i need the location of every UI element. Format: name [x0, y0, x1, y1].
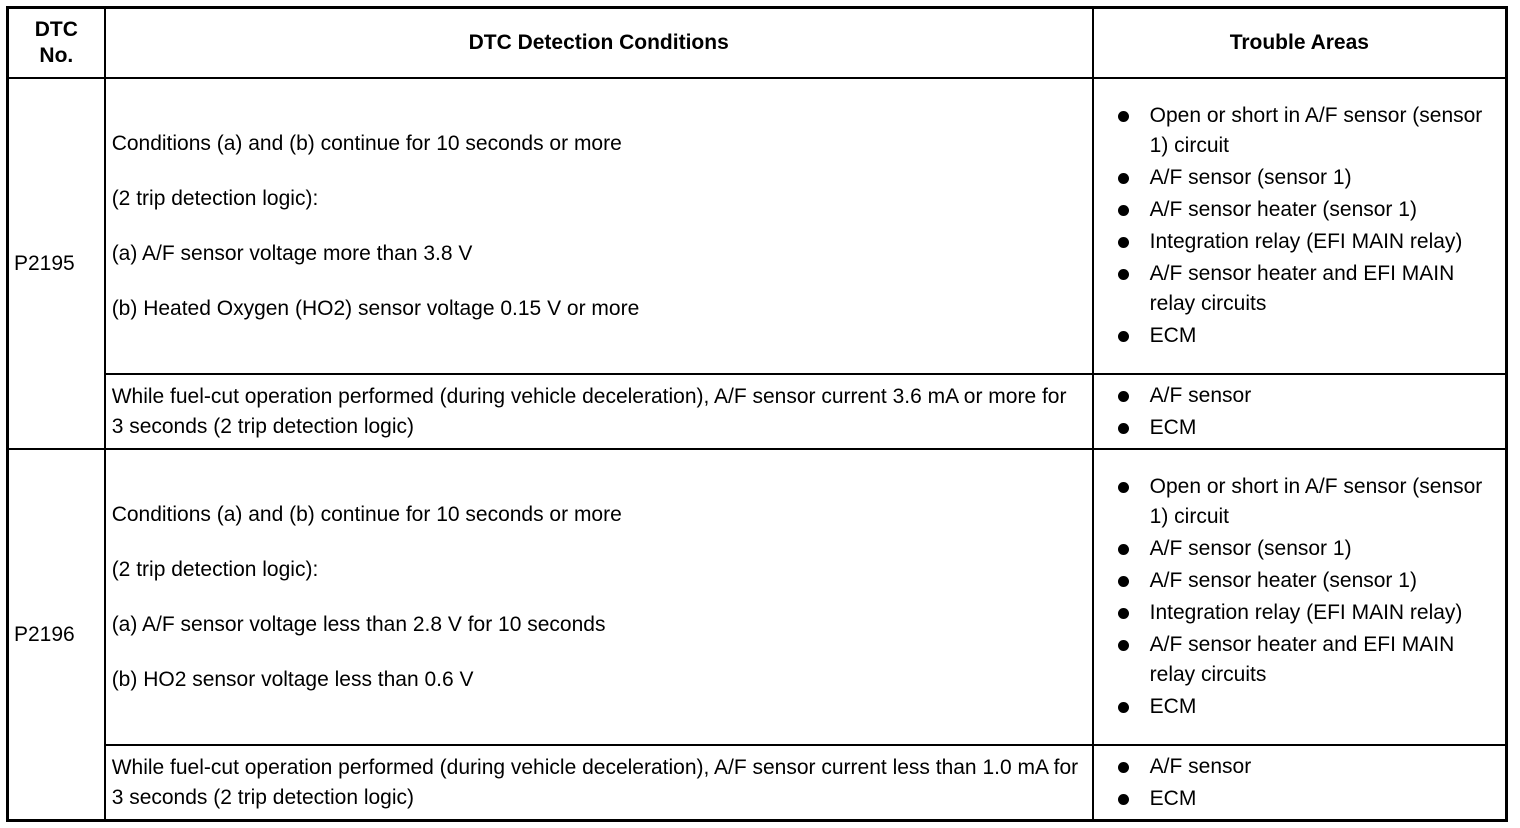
bullet-icon: [1118, 331, 1129, 342]
detection-conditions: [105, 78, 1093, 374]
condition-line: (2 trip detection logic):: [111, 187, 319, 211]
list-item: ECM: [1112, 321, 1499, 351]
list-item: A/F sensor (sensor 1): [1112, 534, 1499, 564]
list-item: A/F sensor (sensor 1): [1112, 163, 1499, 193]
bullet-icon: [1118, 544, 1129, 555]
table-row: [8, 745, 1507, 820]
header-trouble-areas: Trouble Areas: [1093, 8, 1507, 79]
bullet-icon: [1118, 794, 1129, 805]
table-header-row: [8, 8, 1507, 79]
list-item: Open or short in A/F sensor (sensor 1) circuit: [1112, 101, 1499, 161]
trouble-area-list: [1112, 101, 1499, 351]
trouble-areas: [1093, 374, 1507, 449]
list-item: Open or short in A/F sensor (sensor 1) circuit: [1112, 472, 1499, 532]
trouble-areas: [1093, 449, 1507, 745]
condition-line: (b) Heated Oxygen (HO2) sensor voltage 0.15 V or more: [111, 297, 640, 321]
trouble-area-list: [1112, 381, 1499, 443]
list-item: Integration relay (EFI MAIN relay): [1112, 227, 1499, 257]
dtc-code: P2196: [8, 449, 105, 820]
bullet-icon: [1118, 269, 1129, 280]
condition-line: Conditions (a) and (b) continue for 10 seconds or more: [111, 132, 622, 156]
bullet-icon: [1118, 391, 1129, 402]
bullet-icon: [1118, 640, 1129, 651]
list-item: A/F sensor: [1112, 752, 1499, 782]
list-item: ECM: [1112, 413, 1499, 443]
condition-line: Conditions (a) and (b) continue for 10 seconds or more: [111, 503, 622, 527]
detection-conditions: [105, 449, 1093, 745]
bullet-icon: [1118, 111, 1129, 122]
condition-line: (a) A/F sensor voltage less than 2.8 V for 10 seconds: [111, 613, 606, 637]
bullet-icon: [1118, 237, 1129, 248]
trouble-areas: [1093, 745, 1507, 820]
list-item: A/F sensor: [1112, 381, 1499, 411]
list-item: ECM: [1112, 784, 1499, 814]
list-item: A/F sensor heater (sensor 1): [1112, 195, 1499, 225]
table-row: [8, 374, 1507, 449]
trouble-area-list: [1112, 752, 1499, 814]
table-row: [8, 449, 1507, 745]
list-item: A/F sensor heater (sensor 1): [1112, 566, 1499, 596]
list-item: ECM: [1112, 692, 1499, 722]
bullet-icon: [1118, 762, 1129, 773]
bullet-icon: [1118, 423, 1129, 434]
list-item: Integration relay (EFI MAIN relay): [1112, 598, 1499, 628]
dtc-table: [6, 6, 1508, 822]
bullet-icon: [1118, 702, 1129, 713]
fuel-cut-condition: While fuel-cut operation performed (during vehicle deceleration), A/F sensor current less than 1.0 mA for 3 seconds (2 trip detection logic): [105, 745, 1093, 820]
bullet-icon: [1118, 608, 1129, 619]
header-dtc-no: DTC No.: [8, 8, 105, 79]
condition-line: (2 trip detection logic):: [111, 558, 319, 582]
condition-line: (b) HO2 sensor voltage less than 0.6 V: [111, 668, 474, 692]
bullet-icon: [1118, 482, 1129, 493]
list-item: A/F sensor heater and EFI MAIN relay circuits: [1112, 630, 1499, 690]
table-row: [8, 78, 1507, 374]
bullet-icon: [1118, 205, 1129, 216]
header-conditions: DTC Detection Conditions: [105, 8, 1093, 79]
dtc-code: P2195: [8, 78, 105, 449]
trouble-area-list: [1112, 472, 1499, 722]
condition-line: (a) A/F sensor voltage more than 3.8 V: [111, 242, 473, 266]
bullet-icon: [1118, 173, 1129, 184]
list-item: A/F sensor heater and EFI MAIN relay circuits: [1112, 259, 1499, 319]
trouble-areas: [1093, 78, 1507, 374]
bullet-icon: [1118, 576, 1129, 587]
fuel-cut-condition: While fuel-cut operation performed (during vehicle deceleration), A/F sensor current 3.6 mA or more for 3 seconds (2 trip detection logic): [105, 374, 1093, 449]
